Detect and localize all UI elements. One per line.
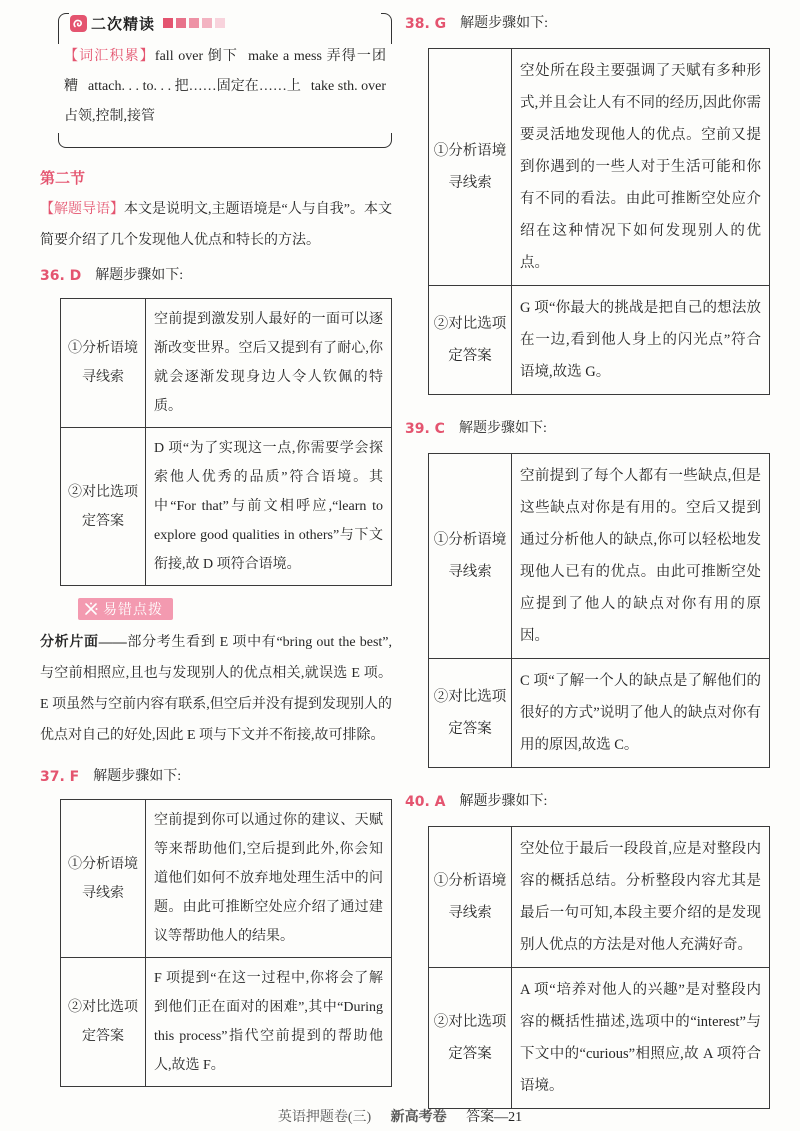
square-decor [176,18,186,28]
row-text: 空处所在段主要强调了天赋有多种形式,并且会让人有不同的经历,因此你需要灵活地发现他人的优点。空前又提到你遇到的一些人对于生活可能和你有不同的看法。由此可推断空处应介绍在这种情况下如何发现别人的优点。 [512,49,770,286]
row-text: C 项“了解一个人的缺点是了解他们的很好的方式”说明了他人的缺点对你有用的原因,故选 C。 [512,659,770,768]
row-label [429,454,512,659]
row-text: D 项“为了实现这一点,你需要学会探索他人优秀的品质”符合语境。其中“For that”与前文相呼应,“learn to explore good qualities in others”与下文衔接,故 D 项符合语境。 [146,428,392,586]
row-label [61,800,146,958]
square-decor [215,18,225,28]
row-label-line: ①分析语境 [68,856,138,872]
question-number: 40. A [405,794,446,810]
row-label-line: ①分析语境 [68,341,138,356]
row-label-line: 定答案 [448,348,492,364]
question-number: 38. G [405,16,447,32]
row-label [429,968,512,1109]
row-label-line: ②对比选项 [68,1000,138,1015]
row-text: 空前提到了每个人都有一些缺点,但是这些缺点对你是有用的。空后又提到通过分析他人的缺点,你可以轻松地发现他人已有的优点。由此可推断空处应提到了他人的缺点对你有用的原因。 [512,454,770,659]
row-label-line: ②对比选项 [433,316,507,332]
answer-table [60,799,392,1087]
row-label-line: ②对比选项 [433,689,507,705]
question-number: 39. C [405,421,445,437]
vocab-en: take sth. over [310,79,387,94]
right-column [405,12,771,1109]
row-label-line: ②对比选项 [433,1014,507,1030]
row-label [61,428,146,586]
row-label-line: 寻线索 [448,905,492,921]
left-column [40,10,392,1087]
row-label [429,49,512,286]
intro-paragraph [40,194,392,256]
vocab-box [58,36,392,148]
row-text: 空前提到你可以通过你的建议、天赋等来帮助他们,空后提到此外,你会知道他们如何不放弃地处理生活中的问题。由此可推断空处应介绍了通过建议等帮助他人的结果。 [146,800,392,958]
square-decor [189,18,199,28]
row-label-line: 寻线索 [82,370,124,385]
intro-label: 【解题导语】 [40,202,125,217]
footer-page-number: 答案—21 [466,1110,523,1125]
row-text: 空前提到激发别人最好的一面可以逐渐改变世界。空后又提到有了耐心,你就会逐渐发现身边人令人钦佩的特质。 [146,299,392,428]
question-lead: 解题步骤如下: [95,268,184,283]
row-label-line: 寻线索 [448,564,492,580]
footer-title: 英语押题卷(三) [277,1110,372,1125]
row-text: 空处位于最后一段段首,应是对整段内容的概括总结。分析整段内容尤其是最后一句可知,本段主要介绍的是发现别人优点的方法是对他人充满好奇。 [512,827,770,968]
row-label-line: 定答案 [448,1046,492,1062]
reading-icon [70,15,87,32]
table-row [61,958,392,1087]
tip-tag-label: 易错点拨 [103,602,163,618]
vocab-zh: 把……固定在……上 [174,79,301,94]
footer-edition: 新高考卷 [390,1110,447,1125]
row-label [61,299,146,428]
tools-icon [84,602,98,616]
square-decor [163,18,173,28]
row-label [429,659,512,768]
row-text: A 项“培养对他人的兴趣”是对整段内容的概括性描述,选项中的“interest”与下文中的“curious”相照应,故 A 项符合语境。 [512,968,770,1109]
question-lead: 解题步骤如下: [93,769,182,784]
table-row [429,49,770,286]
vocab-label: 【词汇积累】 [64,49,155,64]
reread-frame [58,10,392,148]
row-label-line: 寻线索 [82,885,124,901]
vocab-zh: 倒下 [207,49,239,64]
row-label-line: 定答案 [82,1029,124,1044]
question-heading [405,12,771,36]
table-row [429,968,770,1109]
decorative-squares [163,18,228,28]
table-row [429,827,770,968]
question-lead: 解题步骤如下: [460,16,549,31]
question-heading [405,790,771,814]
question-heading [40,264,392,288]
reread-header [58,10,392,36]
vocab-en: attach. . . to. . . [88,79,172,94]
vocab-item [88,79,301,94]
square-decor [202,18,212,28]
vocab-zh: 占领,控制,接管 [64,109,155,124]
row-label-line: ①分析语境 [433,143,507,159]
row-label-line: ①分析语境 [433,873,507,889]
answer-table [428,826,770,1109]
answer-table [428,48,770,395]
row-label-line: 定答案 [448,721,492,737]
tip-paragraph [40,627,392,751]
answer-table [428,453,770,768]
row-label [429,286,512,395]
vocab-en: fall over [154,49,204,64]
vocab-en: make a mess [248,49,322,64]
table-row [61,428,392,586]
question-heading [40,765,392,789]
vocab-zh: 弄得一团糟 [64,49,387,94]
row-text: G 项“你最大的挑战是把自己的想法放在一边,看到他人身上的闪光点”符合语境,故选 G。 [512,286,770,395]
table-row [429,659,770,768]
tip-tag [78,598,173,620]
row-label-line: ②对比选项 [68,484,138,500]
row-label [429,827,512,968]
page-footer [0,1108,800,1128]
question-number: 36. D [40,268,82,284]
question-number: 37. F [40,769,80,785]
vocab-item [155,49,238,64]
table-row [61,800,392,958]
answer-table [60,298,392,586]
row-label-line: ①分析语境 [433,532,507,548]
tip-lead: 分析片面—— [40,635,127,650]
table-row [429,286,770,395]
row-label-line: 寻线索 [448,175,492,191]
question-lead: 解题步骤如下: [458,421,547,436]
section-title: 第二节 [40,169,86,187]
reread-title: 二次精读 [91,14,156,33]
table-row [429,454,770,659]
question-lead: 解题步骤如下: [459,794,548,809]
tip-text: 部分考生看到 E 项中有“bring out the best”,与空前相照应,且也与发现别人的优点相关,就误选 E 项。E 项虽然与空前内容有联系,但空后并没有提到发现别人的优点对自己的好处,因此 E 项与下文并不衔接,故可排除。 [40,635,393,743]
table-row [61,299,392,428]
intro-text: 本文是说明文,主题语境是“人与自我”。本文简要介绍了几个发现他人优点和特长的方法。 [40,202,392,248]
row-label [61,958,146,1087]
row-text: F 项提到“在这一过程中,你将会了解到他们正在面对的困难”,其中“During this process”指代空前提到的帮助他人,故选 F。 [146,958,392,1087]
row-label-line: 定答案 [82,513,124,529]
question-heading [405,417,771,441]
